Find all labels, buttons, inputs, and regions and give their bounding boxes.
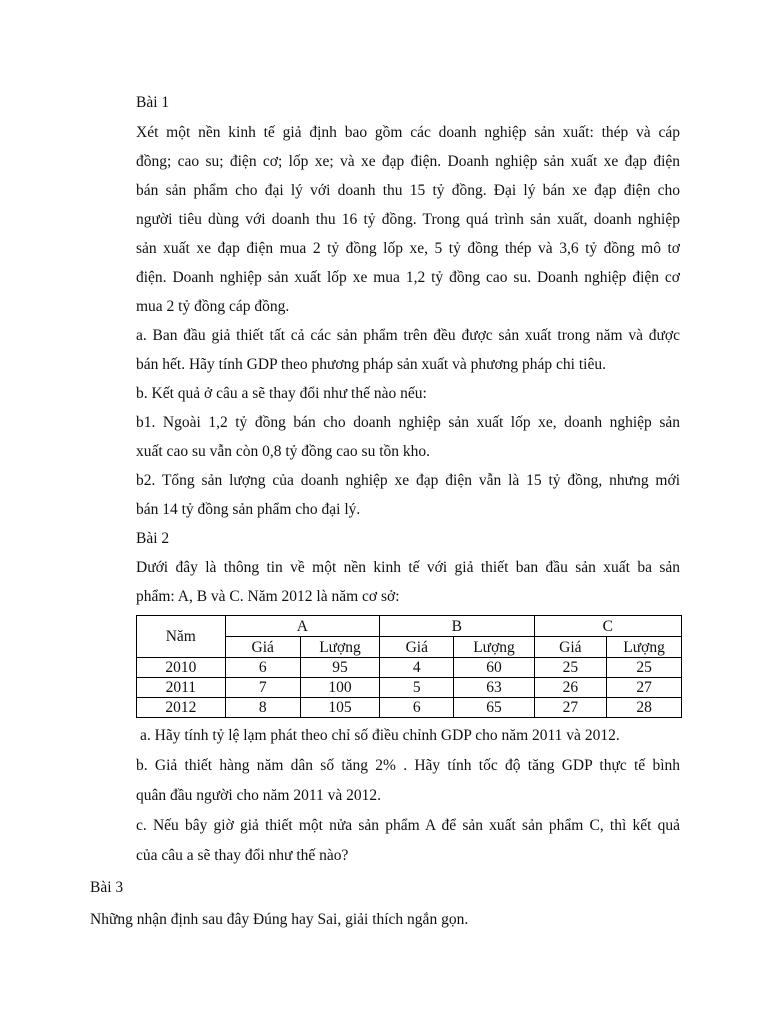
table-cell: 63 (454, 678, 534, 698)
bai2-intro-line: Dưới đây là thông tin về một nền kinh tế với giả thiết ban đầu sản xuất ba sản (136, 559, 680, 576)
table-row (137, 698, 682, 718)
table-cell: 2010 (137, 658, 226, 678)
table-cell: 8 (225, 698, 300, 718)
table-cell: 26 (534, 678, 607, 698)
bai3-intro: Những nhận định sau đây Đúng hay Sai, giải thích ngắn gọn. (90, 911, 469, 928)
bai1-question-b2: b2. Tổng sản lượng của doanh nghiệp xe đạp điện vẫn là 15 tỷ đồng, nhưng mới (136, 472, 680, 489)
bai1-para-line: đồng; cao su; điện cơ; lốp xe; và xe đạp điện. Doanh nghiệp sản xuất xe đạp điện (136, 153, 680, 170)
bai3-heading: Bài 3 (90, 879, 124, 896)
bai1-question-b: b. Kết quả ở câu a sẽ thay đổi như thế nào nếu: (136, 385, 427, 402)
bai2-question-a: a. Hãy tính tỷ lệ lạm phát theo chỉ số điều chỉnh GDP cho năm 2011 và 2012. (140, 727, 620, 744)
bai1-question-a: a. Ban đầu giả thiết tất cả các sản phẩm trên đều được sản xuất trong năm và được (136, 327, 680, 344)
bai1-para-line: điện. Doanh nghiệp sản xuất lốp xe mua 1,2 tỷ đồng cao su. Doanh nghiệp điện cơ (136, 269, 680, 286)
bai1-question-b2: bán 14 tỷ đồng sản phẩm cho đại lý. (136, 501, 361, 518)
bai1-question-a: bán hết. Hãy tính GDP theo phương pháp sản xuất và phương pháp chi tiêu. (136, 356, 606, 373)
product-header: C (534, 616, 681, 637)
bai1-para-line: sản xuất xe đạp điện mua 2 tỷ đồng lốp xe, 5 tỷ đồng thép và 3,6 tỷ đồng mô tơ (136, 240, 680, 257)
data-table (136, 615, 682, 718)
bai2-question-c: c. Nếu bây giờ giả thiết một nửa sản phẩm A để sản xuất sản phẩm C, thì kết quả (136, 817, 680, 834)
bai1-para-line: người tiêu dùng với doanh thu 16 tỷ đồng. Trong quá trình sản xuất, doanh nghiệp (136, 211, 680, 228)
table-cell: 27 (534, 698, 607, 718)
table-row (137, 678, 682, 698)
price-header: Giá (225, 637, 300, 658)
table-cell: 2011 (137, 678, 226, 698)
table-cell: 27 (607, 678, 682, 698)
table-row (137, 658, 682, 678)
table-cell: 2012 (137, 698, 226, 718)
price-header: Giá (380, 637, 454, 658)
table-cell: 95 (300, 658, 379, 678)
table-cell: 105 (300, 698, 379, 718)
bai1-question-b1: xuất cao su vẫn còn 0,8 tỷ đồng cao su tồn kho. (136, 443, 431, 460)
bai2-question-b: quân đầu người cho năm 2011 và 2012. (136, 787, 382, 804)
bai1-question-b1: b1. Ngoài 1,2 tỷ đồng bán cho doanh nghiệp sản xuất lốp xe, doanh nghiệp sản (136, 414, 680, 431)
product-header: A (225, 616, 379, 637)
bai1-para-line: Xét một nền kinh tế giả định bao gồm các doanh nghiệp sản xuất: thép và cáp (136, 124, 680, 141)
bai1-para-line: bán sản phẩm cho đại lý với doanh thu 15 tỷ đồng. Đại lý bán xe đạp điện cho (136, 182, 680, 199)
quantity-header: Lượng (454, 637, 534, 658)
table-cell: 6 (225, 658, 300, 678)
bai2-intro-line: phẩm: A, B và C. Năm 2012 là năm cơ sở: (136, 588, 400, 605)
bai2-heading: Bài 2 (136, 530, 170, 547)
table-cell: 25 (607, 658, 682, 678)
table-cell: 65 (454, 698, 534, 718)
bai1-heading: Bài 1 (136, 94, 170, 111)
table-cell: 5 (380, 678, 454, 698)
price-header: Giá (534, 637, 607, 658)
quantity-header: Lượng (607, 637, 682, 658)
table-cell: 4 (380, 658, 454, 678)
bai2-question-c: của câu a sẽ thay đổi như thế nào? (136, 847, 349, 864)
product-header: B (380, 616, 534, 637)
table-cell: 6 (380, 698, 454, 718)
bai1-para-line: mua 2 tỷ đồng cáp đồng. (136, 298, 290, 315)
year-header: Năm (137, 616, 226, 658)
table-cell: 60 (454, 658, 534, 678)
quantity-header: Lượng (300, 637, 379, 658)
table-cell: 28 (607, 698, 682, 718)
table-cell: 25 (534, 658, 607, 678)
table-cell: 7 (225, 678, 300, 698)
table-cell: 100 (300, 678, 379, 698)
bai2-question-b: b. Giả thiết hàng năm dân số tăng 2% . Hãy tính tốc độ tăng GDP thực tế bình (136, 757, 680, 774)
